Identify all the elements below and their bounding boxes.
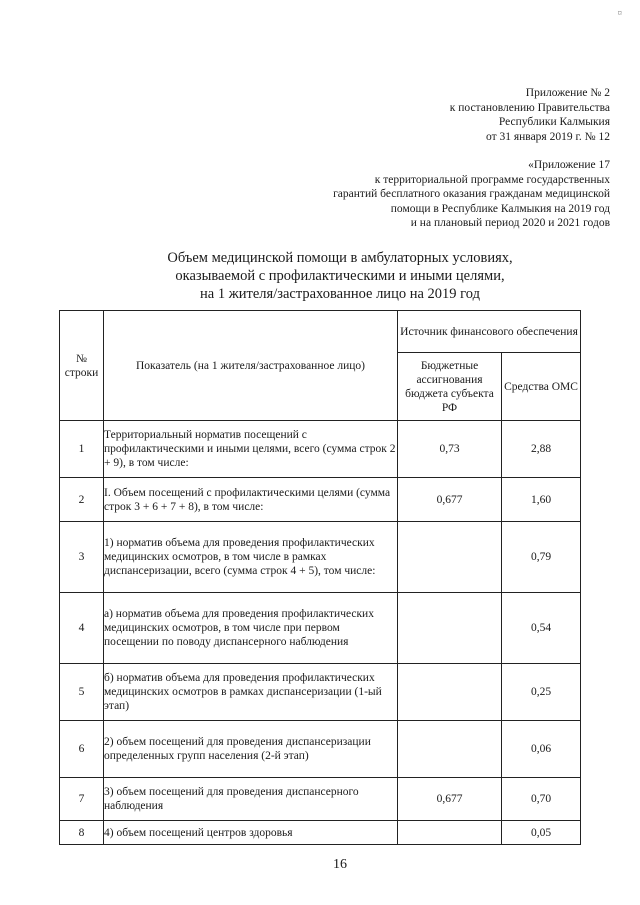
row-number: 8 — [60, 821, 104, 845]
appendix-line: «Приложение 17 — [528, 159, 610, 171]
appendix-line: от 31 января 2019 г. № 12 — [485, 130, 610, 143]
row-indicator-text: 3) объем посещений для проведения диспансерного наблюдения — [104, 786, 359, 812]
row-indicator — [104, 478, 398, 522]
row-oms-value: 0,25 — [502, 664, 581, 721]
row-oms-value: 0,79 — [502, 522, 581, 593]
header-indicator: Показатель (на 1 жителя/застрахованное лицо) — [104, 311, 398, 421]
row-indicator-text: б) норматив объема для проведения профилактических медицинских осмотров в рамках диспансеризации (1-ый этап) — [104, 672, 382, 712]
appendix-line: помощи в Республике Калмыкия на 2019 год — [390, 202, 610, 215]
table-row — [60, 721, 581, 778]
row-indicator-text: 1) норматив объема для проведения профилактических медицинских осмотров, в том числе в рамках диспансеризации, всего (сумма строк 4 + 5), том числе: — [104, 537, 376, 577]
row-budget-value — [398, 664, 502, 721]
row-number: 1 — [60, 421, 104, 478]
header-oms: Средства ОМС — [502, 353, 581, 421]
row-budget-value — [398, 593, 502, 664]
document-title — [0, 249, 640, 303]
table-row — [60, 821, 581, 845]
title-line: оказываемой с профилактическими и иными целями, — [175, 268, 505, 284]
header-budget: Бюджетные ассигнования бюджета субъекта РФ — [398, 353, 502, 421]
title-line: Объем медицинской помощи в амбулаторных условиях, — [167, 250, 513, 266]
appendix-17-block — [333, 158, 610, 231]
row-number: 2 — [60, 478, 104, 522]
row-indicator-text: Территориальный норматив посещений с профилактическими и иными целями, всего (сумма строк 2 + 9), в том числе: — [104, 429, 396, 469]
row-indicator — [104, 522, 398, 593]
table-row — [60, 522, 581, 593]
row-oms-value: 1,60 — [502, 478, 581, 522]
row-indicator — [104, 821, 398, 845]
table-row — [60, 664, 581, 721]
row-indicator-text: 4) объем посещений центров здоровья — [104, 826, 293, 839]
appendix-line: гарантий бесплатного оказания гражданам медицинской — [333, 188, 610, 201]
row-budget-value: 0,677 — [398, 778, 502, 821]
row-indicator — [104, 664, 398, 721]
row-budget-value — [398, 721, 502, 778]
appendix-line: Приложение № 2 — [525, 87, 610, 99]
corner-mark: ¤ — [617, 8, 622, 18]
row-indicator-text: а) норматив объема для проведения профилактических медицинских осмотров, в том числе при первом посещении по поводу диспансерного наблюдения — [104, 608, 374, 648]
page-number: 16 — [333, 857, 347, 872]
row-budget-value: 0,677 — [398, 478, 502, 522]
row-oms-value: 2,88 — [502, 421, 581, 478]
appendix-line: к постановлению Правительства — [449, 101, 610, 114]
appendix-line: Республики Калмыкия — [498, 116, 610, 129]
appendix-line: и на плановый период 2020 и 2021 годов — [410, 217, 610, 230]
header-funding-source: Источник финансового обеспечения — [398, 311, 581, 353]
row-number: 7 — [60, 778, 104, 821]
row-indicator — [104, 421, 398, 478]
row-oms-value: 0,70 — [502, 778, 581, 821]
row-budget-value — [398, 522, 502, 593]
row-budget-value: 0,73 — [398, 421, 502, 478]
row-indicator — [104, 721, 398, 778]
row-number: 5 — [60, 664, 104, 721]
table-row — [60, 593, 581, 664]
row-budget-value — [398, 821, 502, 845]
appendix-2-block — [450, 86, 610, 144]
row-indicator — [104, 778, 398, 821]
table-row — [60, 778, 581, 821]
row-indicator-text: 2) объем посещений для проведения диспансеризации определенных групп населения (2-й этап) — [104, 736, 371, 762]
table-row — [60, 421, 581, 478]
row-oms-value: 0,54 — [502, 593, 581, 664]
row-number: 3 — [60, 522, 104, 593]
appendix-line: к территориальной программе государственных — [374, 173, 610, 186]
volume-table — [59, 310, 581, 845]
table-row — [60, 478, 581, 522]
row-oms-value: 0,06 — [502, 721, 581, 778]
row-oms-value: 0,05 — [502, 821, 581, 845]
title-line: на 1 жителя/застрахованное лицо на 2019 год — [200, 286, 480, 302]
header-row-number: № строки — [60, 311, 104, 421]
row-indicator — [104, 593, 398, 664]
header-row — [60, 311, 581, 353]
row-number: 4 — [60, 593, 104, 664]
row-indicator-text: I. Объем посещений с профилактическими целями (сумма строк 3 + 6 + 7 + 8), в том числе: — [104, 486, 391, 513]
row-number: 6 — [60, 721, 104, 778]
